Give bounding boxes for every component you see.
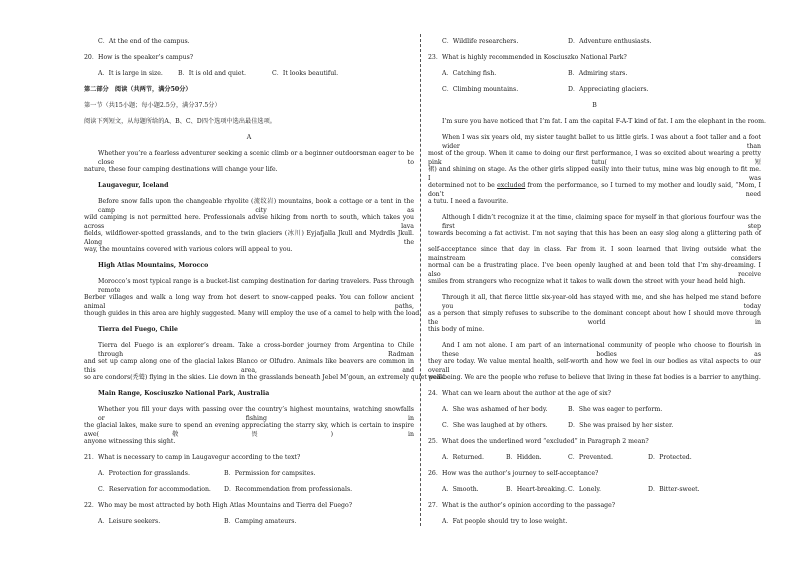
q21-option-b: B．Permission for campsites. (224, 469, 316, 477)
passage-a-paragraph-3: Morocco’s most typical range is a bucket-list camping destination for daring travelers. Pass through remote (98, 277, 414, 294)
passage-b-paragraph-3: Although I didn’t recognize it at the time, claiming space for myself in that glorious fourfour was the first step (442, 213, 761, 230)
q24-option-c: C．She was laughed at by others. (442, 421, 548, 429)
destination-heading-kosciuszko: Main Range, Kosciuszko National Park, Australia (98, 389, 270, 397)
q26-option-a: A．Smooth. (442, 485, 479, 493)
passage-b-paragraph-5: And I am not alone. I am part of an international community of people who choose to flourish in these bodies as (442, 341, 761, 358)
q27-option-a: A．Fat people should try to lose weight. (442, 517, 568, 525)
destination-heading-tierra: Tierra del Fuego, Chile (98, 325, 178, 333)
passage-a-paragraph-2: fields, wildflower-spotted grasslands, and to the twin glaciers (冰川) Eyjafjalla Jkull and Mydrdls Jkull. Along the (84, 229, 414, 246)
column-divider (420, 34, 421, 526)
q26-option-d: D．Bitter-sweet. (648, 485, 700, 493)
passage-a-paragraph-2: wild camping is not permitted here. Professionals advise hiking from north to south, which takes you across lava (84, 213, 414, 230)
q23-option-a: A．Catching fish. (442, 69, 497, 77)
q23-options-ab (428, 70, 761, 80)
q25-option-a: A．Returned. (442, 453, 484, 461)
q20-options (84, 70, 414, 80)
passage-a-paragraph-5: Whether you fill your days with passing over the country’s highest mountains, watching snowfalls or fishing in (98, 405, 414, 422)
passage-b-paragraph-3: towards becoming a fat activist. I’m not saying that this has been an easy slog along a glittering path of (428, 229, 761, 237)
question-26: 26．How was the author’s journey to self-acceptance? (428, 469, 599, 477)
passage-b-paragraph-2: When I was six years old, my sister taught ballet to us little girls. I was about a foot taller and a foot wider than (442, 133, 761, 150)
q26-option-b: B．Heart-breaking. (506, 485, 567, 493)
passage-b-paragraph-2: a tutu. I need a favourite. (428, 197, 509, 205)
passage-b-paragraph-4: Through it all, that fierce little six-year-old has stayed with me, and she has helped me stand before you today (442, 293, 761, 310)
passage-b-label: B (592, 101, 597, 109)
q23-option-c: C．Climbing mountains. (442, 85, 519, 93)
passage-a-paragraph-2: Before snow falls upon the changeable rhyolite (流纹岩) mountains, book a cottage or a tent in the camp city as (98, 197, 414, 214)
passage-a-paragraph-3: Berber villages and walk a long way from hot desert to snow-capped peaks. You can follow ancient animal paths, (84, 293, 414, 310)
passage-a-paragraph-4: Tierra del Fuego is an explorer’s dream. Take a cross-border journey from Argentina to Chile through Radman (98, 341, 414, 358)
q20-option-a: A．It is large in size. (98, 69, 163, 77)
passage-a-paragraph-5: the glacial lakes, make sure to spend an evening appreciating the starry sky, which is certain to inspire awe(敬畏) in (84, 421, 414, 438)
q22-options-cd (428, 38, 761, 48)
passage-a-label: A (246, 133, 252, 141)
passage-b-paragraph-4: this body of mine. (428, 325, 485, 333)
question-21: 21．What is necessary to camp in Laugavegur according to the text? (84, 453, 301, 461)
destination-heading-laugavegur: Laugavegur, Iceland (98, 181, 169, 189)
passage-b-paragraph-5: well-being. We are the people who refuse to believe that living in these fat bodies is a barrier to anything. (428, 373, 761, 381)
passage-b-paragraph-2-underlined-line: determined not to be excluded from the performance, so I turned to my mother and loudly said, “Mom, I don’t need (428, 181, 761, 198)
q21-option-d: D．Recommendation from professionals. (224, 485, 353, 493)
q21-option-c: C．Reservation for accommodation. (98, 485, 211, 493)
q25-option-b: B．Hidden. (506, 453, 542, 461)
question-24: 24．What can we learn about the author at the age of six? (428, 389, 611, 397)
underlined-word-excluded: excluded (497, 181, 526, 189)
passage-a-paragraph-4: and set up camp along one of the glacial lakes Blanco or Olfudro. Animals like beavers are common in this area, and (84, 357, 414, 374)
q22-option-a: A．Leisure seekers. (98, 517, 161, 525)
question-22: 22．Who may be most attracted by both High Atlas Mountains and Tierra del Fuego? (84, 501, 353, 509)
passage-b-paragraph-1: I’m sure you have noticed that I’m fat. I am the capital F-A-T kind of fat. I am the elephant in the room. (442, 117, 766, 125)
q21-option-a: A．Protection for grasslands. (98, 469, 190, 477)
passage-a-paragraph-5: anyone witnessing this sight. (84, 437, 176, 445)
q21-options-ab (84, 470, 414, 480)
q20-option-b: B．It is old and quiet. (178, 69, 247, 77)
passage-a-paragraph-4: so are condors(秃鹫) flying in the skies. Lie down in the grasslands beneath Jebel M’goun, an extremely quiet peak. (84, 373, 446, 381)
passage-b-paragraph-4: as a person that simply refuses to subscribe to the dominant concept about how I should move through the world in (428, 309, 761, 326)
q21-options-cd (84, 486, 414, 496)
q25-options (428, 454, 761, 464)
q22-option-b: B．Camping amateurs. (224, 517, 297, 525)
left-column (84, 38, 446, 527)
q22-option-c: C．Wildlife researchers. (442, 38, 519, 45)
passage-a-paragraph-1: nature, these four camping destinations will change your life. (84, 165, 278, 173)
question-27: 27．What is the author’s opinion according to the passage? (428, 501, 616, 509)
passage-b-paragraph-3: smiles from strangers who recognize what it takes to walk down the street with your head held high. (428, 277, 746, 285)
passage-a-paragraph-2: way, the mountains covered with various colors will appeal to you. (84, 245, 293, 253)
passage-a-paragraph-3: though guides in this area are highly suggested. Many will employ the use of a camel to help with the load. (84, 309, 422, 317)
right-column (428, 38, 766, 527)
q24-options-ab (428, 406, 761, 416)
question-20: 20．How is the speaker’s campus? (84, 53, 194, 61)
q22-option-d: D．Adventure enthusiasts. (568, 38, 652, 45)
q26-options (428, 486, 761, 496)
section-one-heading: 第一节（共15小题；每小题2.5分，满分37.5分） (84, 101, 221, 109)
q23-option-d: D．Appreciating glaciers. (568, 85, 649, 93)
passage-b-paragraph-2: most of the group. When it came to doing our first performance, I was so excited about wearing a pretty pink tutu(短 (428, 149, 761, 166)
passage-b-paragraph-2: 裙) and shining on stage. As the other girls slipped easily into their tutus, mine was big enough to fit me. I was (428, 165, 761, 182)
question-23: 23．What is highly recommended in Kosciuszko National Park? (428, 53, 627, 61)
q24-options-cd (428, 422, 761, 432)
q19-option-c: C．At the end of the campus. (98, 38, 190, 45)
q23-option-b: B．Admiring stars. (568, 69, 628, 77)
q23-options-cd (428, 86, 761, 96)
q24-option-d: D．She was praised by her sister. (568, 421, 674, 429)
destination-heading-atlas: High Atlas Mountains, Morocco (98, 261, 209, 269)
q25-option-c: C．Prevented. (568, 453, 613, 461)
reading-instructions: 阅读下列短文，从每题所给的A、B、C、D四个选项中选出最佳选项。 (84, 117, 276, 125)
q26-option-c: C．Lonely. (568, 485, 602, 493)
q20-option-c: C．It looks beautiful. (272, 69, 339, 77)
passage-a-paragraph-1: Whether you’re a fearless adventurer seeking a scenic climb or a beginner outdoorsman eager to be close to (98, 149, 414, 166)
passage-b-paragraph-5: they are today. We value mental health, self-worth and how we feel in our bodies as vital aspects to our overall (428, 357, 761, 374)
passage-b-paragraph-3: self-acceptance since that day in class. Far from it. I soon learned that living outside what the mainstream considers (428, 245, 761, 262)
q25-option-d: D．Protected. (648, 453, 692, 461)
q24-option-a: A．She was ashamed of her body. (442, 405, 548, 413)
q22-options-ab (84, 518, 414, 528)
passage-b-paragraph-3: normal can be a frustrating place. I’ve been openly laughed at and been told that I’m shy-dreaming. I also receive (428, 261, 761, 278)
part-two-heading: 第二部分 阅读（共两节，满分50分） (84, 85, 192, 93)
q24-option-b: B．She was eager to perform. (568, 405, 663, 413)
question-25: 25．What does the underlined word “excluded” in Paragraph 2 mean? (428, 437, 649, 445)
